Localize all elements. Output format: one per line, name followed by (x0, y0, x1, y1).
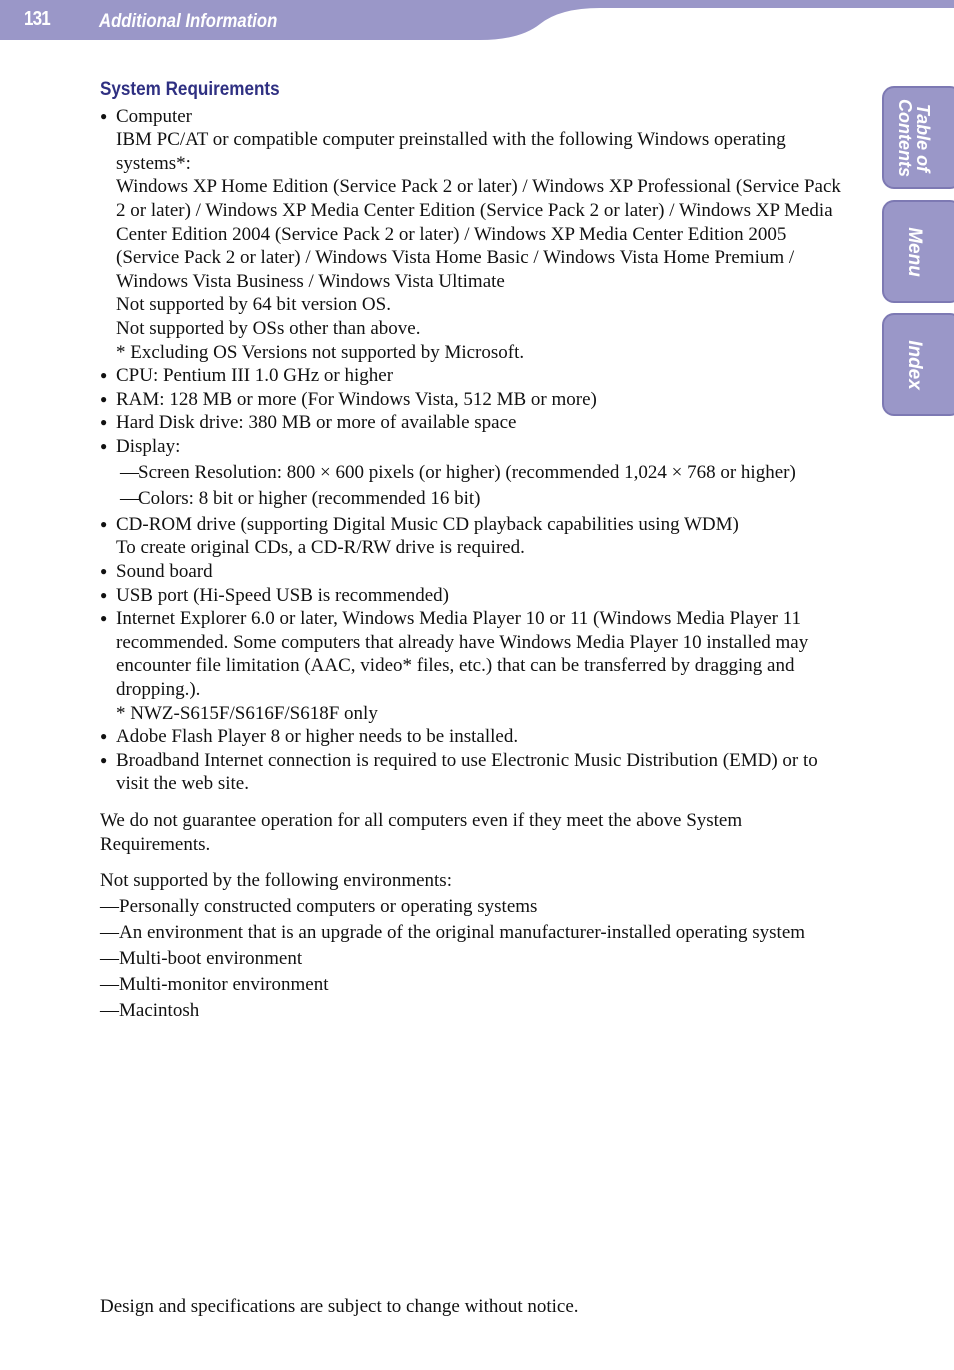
display-resolution: — Screen Resolution: 800 × 600 pixels (or higher) (recommended 1,024 × 768 or higher) (116, 461, 850, 485)
list-item-sound: ● Sound board (100, 560, 850, 584)
footer-notice: Design and specifications are subject to change without notice. (100, 1296, 579, 1317)
list-item-ie (100, 607, 850, 725)
not-supported-item: — Personally constructed computers or operating systems (100, 895, 850, 919)
ie-note: * NWZ-S615F/S616F/S618F only (116, 702, 378, 724)
tab-menu-label: Menu (904, 226, 925, 277)
section-title: System Requirements (100, 79, 280, 100)
main-content (100, 78, 850, 1025)
tab-index-label: Index (904, 339, 925, 390)
not-supported-item: — An environment that is an upgrade of the original manufacturer-installed operating system (100, 921, 850, 945)
list-item-cdrom (100, 513, 850, 560)
list-item-hdd: ● Hard Disk drive: 380 MB or more of available space (100, 411, 850, 435)
list-item-computer (100, 105, 850, 365)
guarantee-paragraph: We do not guarantee operation for all computers even if they meet the above System Requirements. (100, 809, 743, 855)
computer-note-other-os: Not supported by OSs other than above. (116, 317, 421, 339)
list-item-ram: ● RAM: 128 MB or more (For Windows Vista, 512 MB or more) (100, 388, 850, 412)
not-supported-intro: Not supported by the following environments: (100, 870, 452, 892)
not-supported-item: — Multi-boot environment (100, 947, 850, 971)
list-item-cpu: ● CPU: Pentium III 1.0 GHz or higher (100, 364, 850, 388)
list-item-broadband: ● Broadband Internet connection is required to use Electronic Music Distribution (EMD) or to visit the web site. (100, 749, 850, 796)
page-number: 131 (24, 8, 50, 30)
tab-table-of-contents-label: Table of Contents (895, 98, 933, 177)
tab-menu[interactable] (882, 200, 954, 303)
cdrom-label: ● CD-ROM drive (supporting Digital Music CD playback capabilities using WDM) (116, 513, 739, 535)
list-item-flash: ● Adobe Flash Player 8 or higher needs to be installed. (100, 725, 850, 749)
computer-note-excluding: * Excluding OS Versions not supported by Microsoft. (116, 341, 525, 363)
not-supported-item: — Macintosh (100, 999, 850, 1023)
header-section-title: Additional Information (99, 11, 278, 32)
display-label: ● Display: (116, 435, 181, 457)
ie-label: ● Internet Explorer 6.0 or later, Windows Media Player 10 or 11 (Windows Media Player 11 recommended. Some computers that already have Windows Media Player 10 installed may encounter file limitation (AAC, video* files, etc.) that can be transferred by dragging and dropping.). (116, 608, 809, 701)
computer-os-list: Windows XP Home Edition (Service Pack 2 or later) / Windows XP Professional (Service Pack 2 or later) / Windows XP Media Center Edition (Service Pack 2 or later) / Windows XP Media Center Edition 2004 (Service Pack 2 or later) / Windows XP Media Center Edition 2005 (Service Pack 2 or later) / Windows Vista Home Basic / Windows Vista Home Premium / Windows Vista Business / Windows Vista Ultimate (116, 176, 841, 292)
list-item-usb: ● USB port (Hi-Speed USB is recommended) (100, 584, 850, 608)
cdrom-note: To create original CDs, a CD-R/RW drive is required. (116, 537, 525, 559)
computer-description: IBM PC/AT or compatible computer preinstalled with the following Windows operating systems*: (116, 129, 786, 174)
computer-label: ● Computer (116, 105, 192, 127)
tab-table-of-contents[interactable] (882, 86, 954, 189)
not-supported-item: — Multi-monitor environment (100, 973, 850, 997)
computer-note-64bit: Not supported by 64 bit version OS. (116, 294, 391, 316)
page-header (0, 0, 954, 40)
tab-index[interactable] (882, 313, 954, 416)
list-item-display (100, 435, 850, 459)
display-colors: — Colors: 8 bit or higher (recommended 16 bit) (116, 487, 850, 511)
